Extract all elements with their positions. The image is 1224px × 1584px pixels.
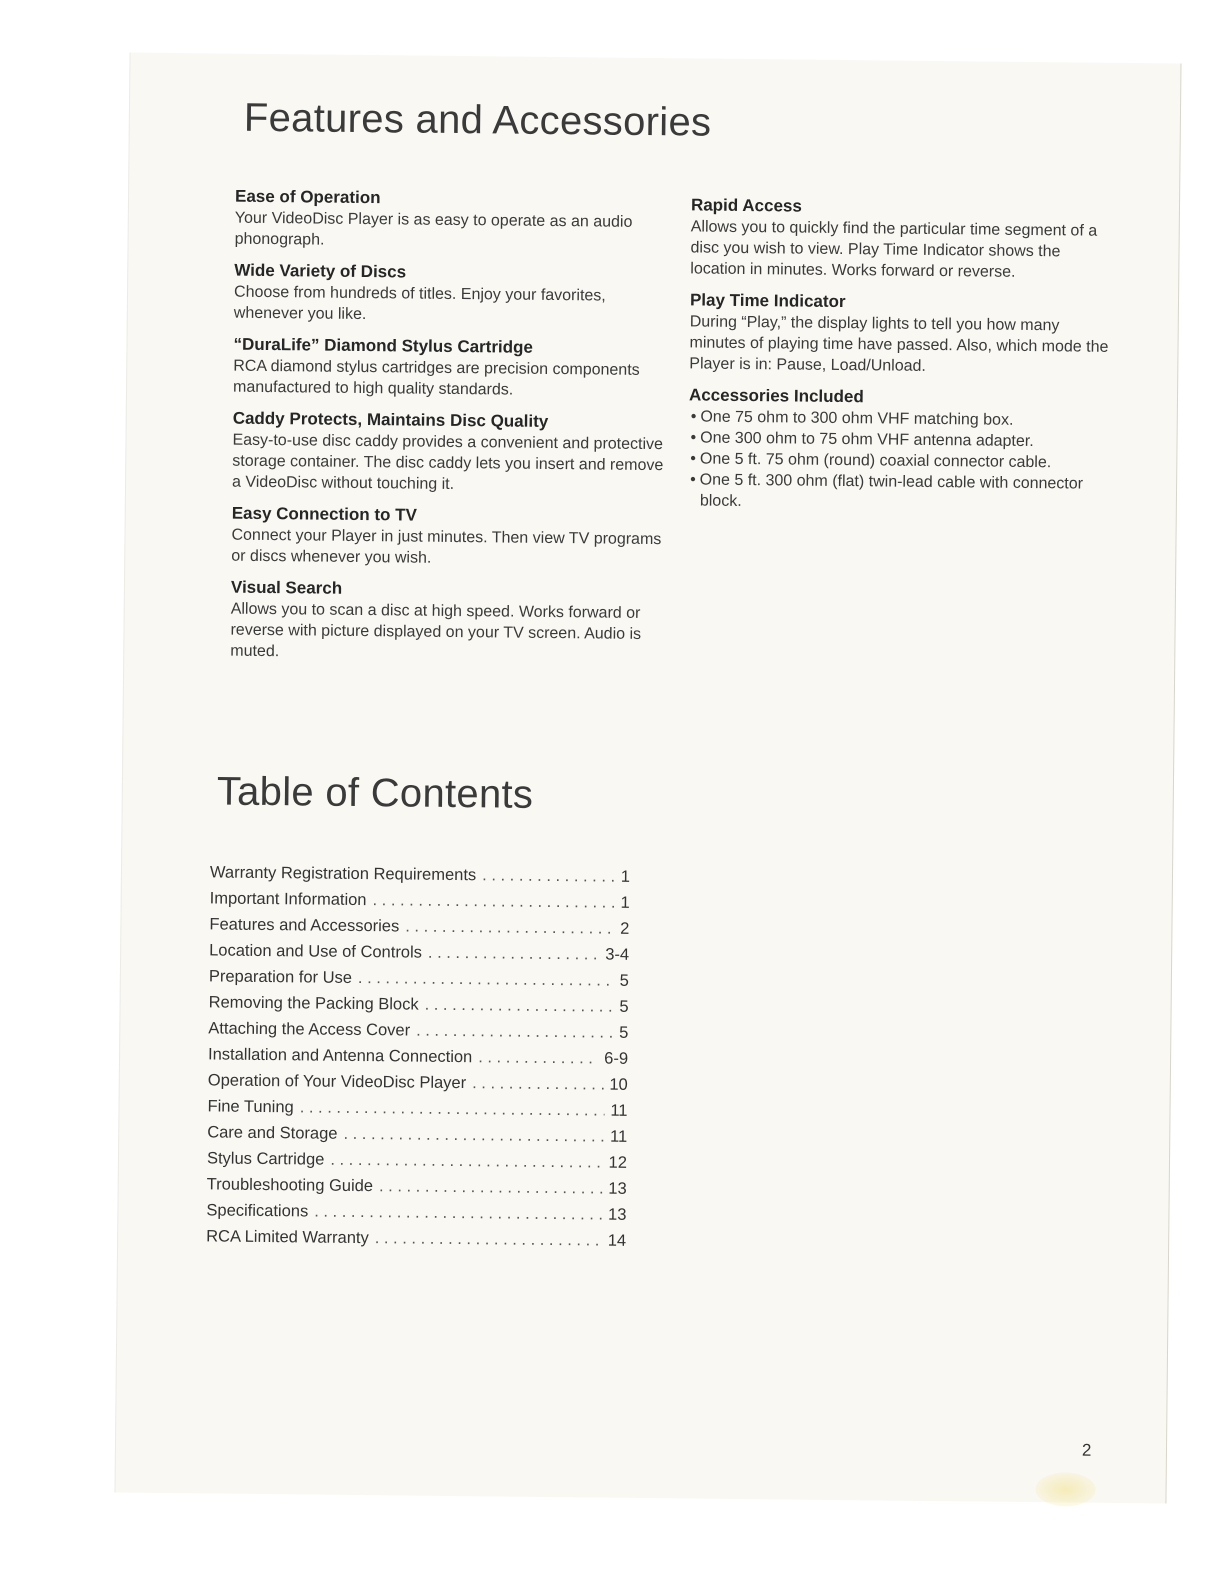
toc-entry-page: 11 xyxy=(610,1101,628,1120)
feature-title: Visual Search xyxy=(230,577,343,598)
dot-leader xyxy=(330,1147,603,1176)
toc-entry-page: 12 xyxy=(608,1153,628,1172)
accessories-title: Accessories Included xyxy=(688,385,864,407)
feature-description: Your VideoDisc Player is as easy to operate as an audio phonograph. xyxy=(234,209,633,249)
toc-entry-title: Installation and Antenna Connection xyxy=(207,1045,473,1067)
feature-description: RCA diamond stylus cartridges are precision components manufactured to high quality standards. xyxy=(232,357,640,399)
table-of-contents xyxy=(206,859,630,1253)
dot-leader xyxy=(300,1094,605,1123)
toc-entry-page: 5 xyxy=(619,1023,629,1042)
feature-description: Choose from hundreds of titles. Enjoy your favorites, whenever you like. xyxy=(233,283,606,324)
toc-entry-page: 13 xyxy=(607,1205,627,1224)
toc-entry-page: 1 xyxy=(620,893,630,912)
feature-description: Allows you to scan a disc at high speed. Works forward or reverse with picture displayed on your TV screen. Audio is muted. xyxy=(230,600,642,661)
dot-leader xyxy=(372,887,614,916)
dot-leader xyxy=(478,1044,598,1071)
page-number: 2 xyxy=(1081,1440,1092,1460)
document-page xyxy=(114,53,1181,1504)
toc-entry-title: Care and Storage xyxy=(207,1123,338,1143)
toc-entry-title: Location and Use of Controls xyxy=(209,941,423,962)
accessory-item: • One 5 ft. 75 ohm (round) coaxial connector cable. xyxy=(688,448,1108,473)
toc-entry-page: 14 xyxy=(607,1231,627,1250)
toc-entry-title: Removing the Packing Block xyxy=(208,993,419,1014)
toc-entry-title: Operation of Your VideoDisc Player xyxy=(207,1071,467,1093)
feature-title: Wide Variety of Discs xyxy=(234,260,407,282)
accessories-section xyxy=(688,384,1109,515)
toc-entry-title: Warranty Registration Requirements xyxy=(209,863,477,885)
toc-entry-page: 5 xyxy=(619,971,629,990)
toc-entry-page: 5 xyxy=(619,997,629,1016)
features-heading: Features and Accessories xyxy=(243,95,712,145)
feature-title: “DuraLife” Diamond Stylus Cartridge xyxy=(233,334,534,357)
toc-entry-title: Fine Tuning xyxy=(207,1097,294,1117)
dot-leader xyxy=(405,913,614,941)
feature-title: Caddy Protects, Maintains Disc Quality xyxy=(232,408,549,431)
feature-item xyxy=(689,289,1110,378)
toc-entry-page: 3-4 xyxy=(605,945,630,964)
feature-item xyxy=(690,194,1111,283)
feature-description: Easy-to-use disc caddy provides a convenient and protective storage container. The disc caddy lets you insert and remove a VideoDisc without touching it. xyxy=(231,431,664,493)
feature-item xyxy=(233,334,674,403)
toc-entry-title: RCA Limited Warranty xyxy=(206,1227,369,1248)
feature-item xyxy=(231,503,672,572)
toc-entry-title: Stylus Cartridge xyxy=(206,1149,325,1169)
toc-entry-page: 2 xyxy=(620,919,630,938)
feature-description: Allows you to quickly find the particular time segment of a disc you wish to view. Play Time Indicator shows the location in minutes. Works forward or reverse. xyxy=(690,218,1098,281)
feature-title: Easy Connection to TV xyxy=(231,503,417,525)
toc-entry-page: 13 xyxy=(608,1179,627,1198)
accessory-item: • One 75 ohm to 300 ohm VHF matching box. xyxy=(689,406,1109,431)
dot-leader xyxy=(482,862,615,889)
feature-item xyxy=(230,577,671,667)
dot-leader xyxy=(428,940,600,968)
feature-description: Connect your Player in just minutes. Then view TV programs or discs whenever you wish. xyxy=(231,526,662,567)
feature-description: During “Play,” the display lights to tell you how many minutes of playing time have passed. Also, which mode the Player is in: Pause, Load/Unload. xyxy=(689,313,1109,375)
accessories-list xyxy=(688,406,1109,515)
toc-entry-title: Preparation for Use xyxy=(208,967,353,987)
features-left-column xyxy=(230,186,675,677)
feature-title: Rapid Access xyxy=(690,195,802,216)
feature-item xyxy=(234,260,675,329)
toc-entry-title: Troubleshooting Guide xyxy=(206,1175,374,1196)
feature-item xyxy=(235,186,676,255)
paper-stain xyxy=(1035,1472,1095,1507)
toc-entry-title: Important Information xyxy=(209,889,367,910)
toc-entry-title: Specifications xyxy=(206,1201,309,1221)
toc-entry-title: Features and Accessories xyxy=(209,915,400,936)
dot-leader xyxy=(472,1070,604,1097)
toc-entry-title: Attaching the Access Cover xyxy=(208,1019,411,1040)
toc-entry-page: 11 xyxy=(610,1127,628,1146)
dot-leader xyxy=(358,965,614,994)
feature-item xyxy=(232,408,673,498)
feature-title: Ease of Operation xyxy=(234,186,381,208)
dot-leader xyxy=(416,1018,613,1046)
toc-entry-page: 6-9 xyxy=(604,1049,629,1068)
features-right-column xyxy=(688,194,1111,525)
dot-leader xyxy=(379,1173,603,1201)
dot-leader xyxy=(375,1225,602,1253)
accessory-item: • One 5 ft. 300 ohm (flat) twin-lead cable with connector block. xyxy=(688,469,1108,515)
accessory-item: • One 300 ohm to 75 ohm VHF antenna adapter. xyxy=(688,427,1108,452)
dot-leader xyxy=(343,1121,604,1150)
feature-title: Play Time Indicator xyxy=(689,290,846,312)
dot-leader xyxy=(314,1199,602,1228)
toc-entry xyxy=(206,1223,626,1253)
toc-heading: Table of Contents xyxy=(216,769,534,817)
toc-entry-page: 1 xyxy=(620,867,631,886)
dot-leader xyxy=(425,992,614,1020)
toc-entry-page: 10 xyxy=(609,1075,628,1094)
